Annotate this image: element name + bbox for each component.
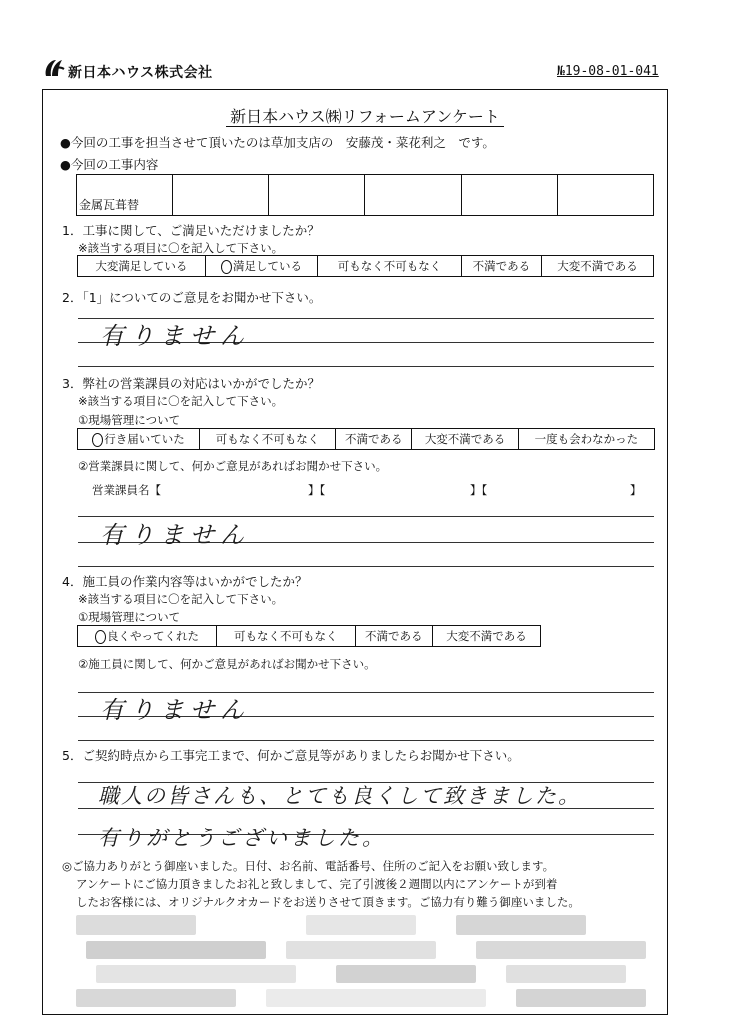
- q4-heading: 4．施工員の作業内容等はいかがでしたか？: [62, 574, 308, 589]
- survey-title-text: 新日本ハウス㈱リフォームアンケート: [226, 107, 504, 127]
- answer-line: [78, 366, 654, 367]
- footer-line3: したお客様には、オリジナルクオカードをお送りさせて頂きます。ご協力有り難う御座いました。: [76, 895, 580, 909]
- answer-line: [78, 566, 654, 567]
- bracket: 】【: [308, 483, 326, 497]
- work-cell: [269, 175, 365, 216]
- q3-handwritten-answer: 有りません: [100, 521, 250, 549]
- sales-name-label: 営業課員名【: [92, 483, 161, 497]
- q2-handwritten-answer: 有りません: [100, 322, 250, 350]
- footer-line1: ◎ご協力ありがとう御座いました。日付、お名前、電話番号、住所のご記入をお願い致します。: [62, 859, 555, 873]
- q4-options-table: [77, 625, 541, 647]
- q5-handwritten-answer-line1: 職人の皆さんも、とても良くして致きました。: [98, 784, 581, 808]
- q4-option-selected: 良くやってくれた: [78, 626, 217, 647]
- circle-mark-icon: [95, 630, 106, 644]
- q4-option: 不満である: [355, 626, 432, 647]
- bracket: 】: [630, 483, 642, 497]
- q3-option: 不満である: [336, 429, 412, 450]
- q4-note: ※該当する項目に〇を記入して下さい。: [78, 592, 284, 606]
- q1-option: 不満である: [461, 256, 541, 277]
- work-cell: 金属瓦葺替: [77, 175, 173, 216]
- q1-option-selected: 満足している: [205, 256, 318, 277]
- q4-handwritten-answer: 有りません: [100, 696, 250, 724]
- circle-mark-icon: [221, 260, 232, 274]
- q3-option: 一度も会わなかった: [518, 429, 654, 450]
- q3-option: 可もなく不可もなく: [199, 429, 335, 450]
- q1-option: 可もなく不可もなく: [318, 256, 461, 277]
- q1-heading: 1．工事に関して、ご満足いただけましたか？: [62, 223, 320, 238]
- circle-mark-icon: [92, 433, 103, 447]
- survey-title: [0, 104, 730, 127]
- intro-text: ●今回の工事を担当させて頂いたのは草加支店の 安藤茂・菜花利之 です。: [60, 135, 495, 150]
- answer-line: [78, 740, 654, 741]
- q3-sub2: ②営業課員に関して、何かご意見があればお聞かせ下さい。: [78, 459, 388, 473]
- q4-option: 可もなく不可もなく: [217, 626, 355, 647]
- work-cell: [557, 175, 653, 216]
- work-heading: ●今回の工事内容: [60, 157, 159, 172]
- work-cell: [461, 175, 557, 216]
- footer-line2: アンケートにご協力頂きましたお礼と致しまして、完了引渡後２週間以内にアンケートが到着: [76, 877, 558, 891]
- company-name: 新日本ハウス株式会社: [68, 65, 213, 81]
- q4-option: 大変不満である: [433, 626, 541, 647]
- q3-heading: 3．弊社の営業課員の対応はいかがでしたか？: [62, 376, 320, 391]
- q5-handwritten-answer-line2: 有りがとうございました。: [98, 826, 386, 850]
- q3-option: 大変不満である: [412, 429, 518, 450]
- bracket: 】【: [470, 483, 488, 497]
- q4-sub2: ②施工員に関して、何かご意見があればお聞かせ下さい。: [78, 657, 376, 671]
- work-cell: [365, 175, 461, 216]
- company-logo-icon: [42, 56, 66, 80]
- q3-sub1: ①現場管理について: [78, 413, 181, 427]
- q3-options-table: [77, 428, 655, 450]
- redacted-customer-info: [76, 915, 656, 1010]
- work-table: [76, 174, 654, 216]
- q3-note: ※該当する項目に〇を記入して下さい。: [78, 394, 284, 408]
- work-cell: [173, 175, 269, 216]
- q2-heading: 2．「1」についてのご意見をお聞かせ下さい。: [62, 290, 322, 305]
- q1-note: ※該当する項目に〇を記入して下さい。: [78, 241, 284, 255]
- q4-sub1: ①現場管理について: [78, 610, 181, 624]
- q1-options-table: [77, 255, 654, 277]
- q5-heading: 5．ご契約時点から工事完工まで、何かご意見等がありましたらお聞かせ下さい。: [62, 748, 520, 763]
- document-number: №19-08-01-041: [557, 64, 659, 79]
- q1-option: 大変不満である: [542, 256, 654, 277]
- q3-option-selected: 行き届いていた: [78, 429, 200, 450]
- q1-option: 大変満足している: [78, 256, 206, 277]
